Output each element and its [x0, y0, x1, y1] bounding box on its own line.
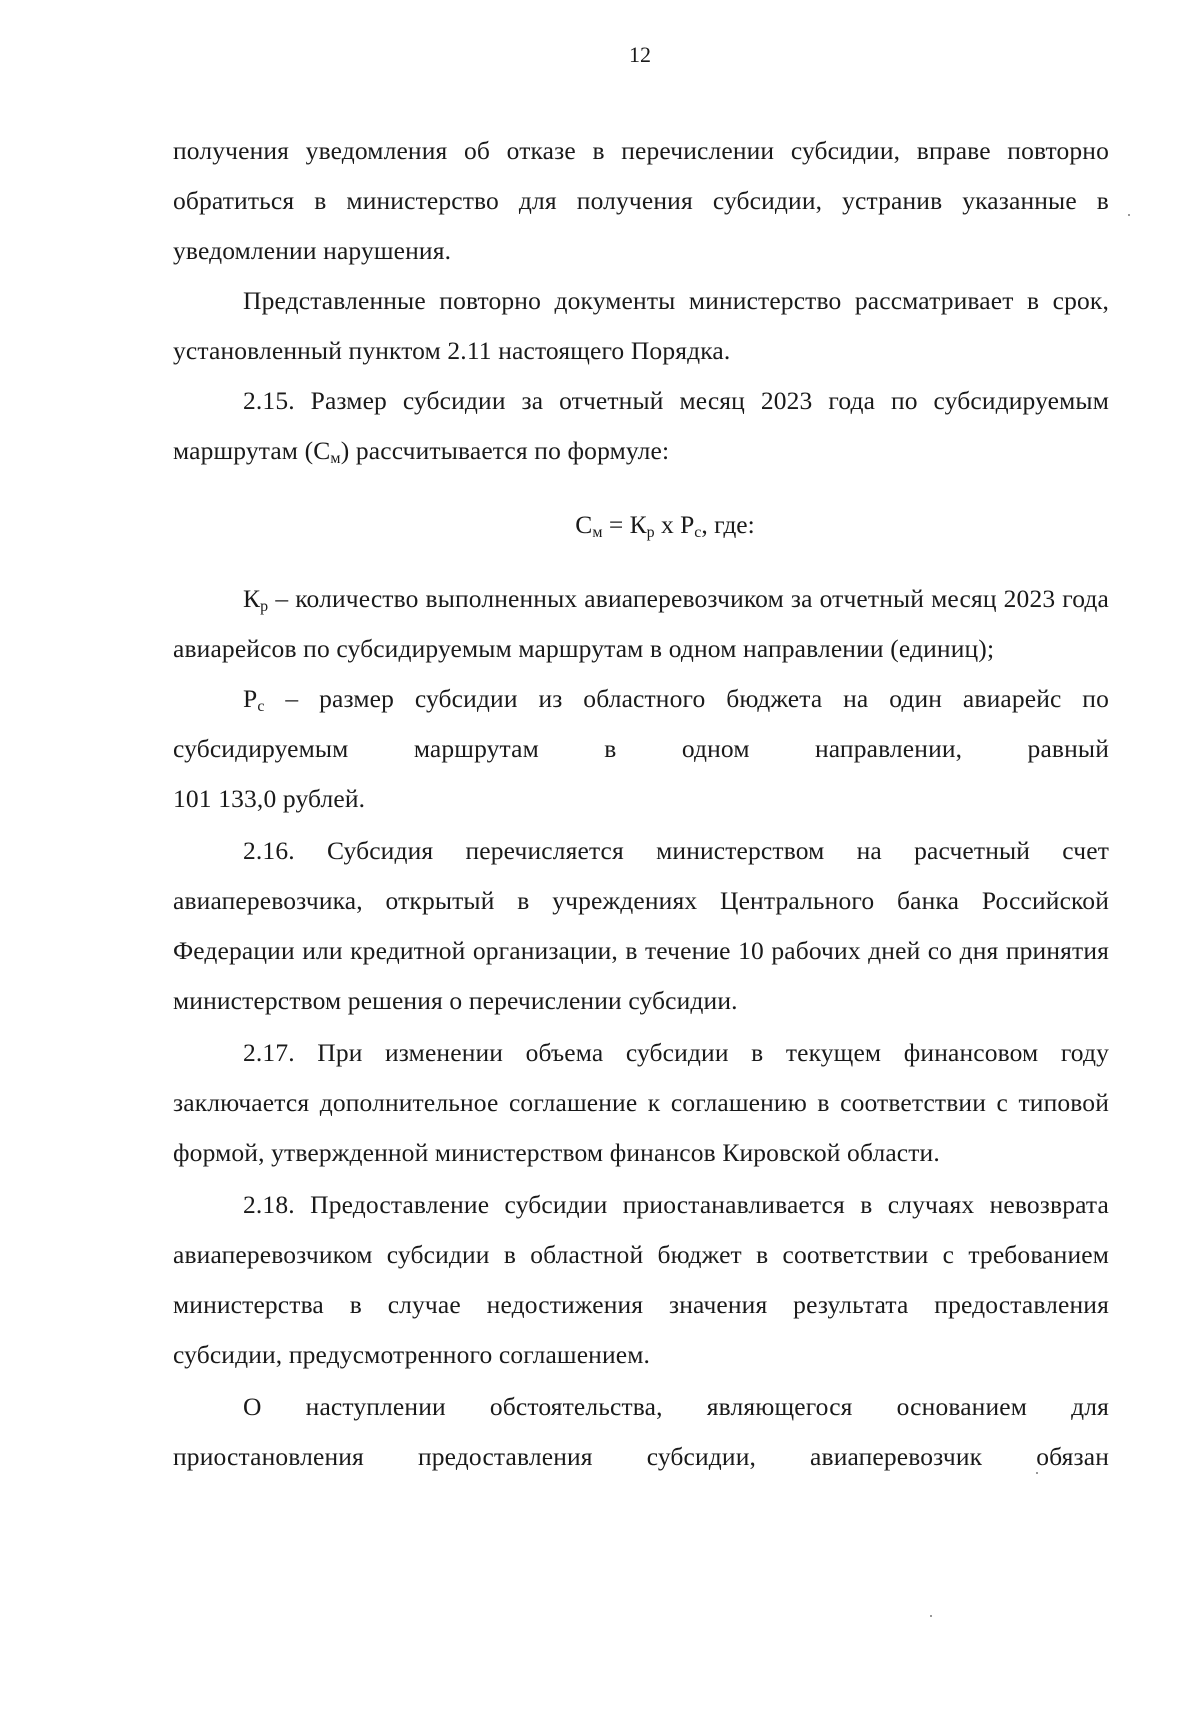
page-number: 12 — [629, 42, 651, 67]
formula-k-sub: р — [646, 524, 655, 541]
kr-definition-text: – количество выполненных авиаперевозчиком за отчетный месяц 2023 года авиарейсов по субсидируемым маршрутам в одном направлении (единиц); — [173, 584, 1109, 663]
kr-subscript: р — [260, 598, 269, 615]
paragraph-continuation: получения уведомления об отказе в перечислении субсидии, вправе повторно обратиться в министерство для получения субсидии, устранив указанные в уведомлении нарушения. — [173, 136, 1109, 265]
scan-speck — [1036, 1472, 1038, 1474]
pc-symbol: Р — [243, 684, 258, 713]
formula-p-sub: с — [694, 524, 702, 541]
paragraph-2-15-end: ) рассчитывается по формуле: — [340, 436, 670, 465]
pc-line-1-text: – размер субсидии из областного бюджета на один авиарейс по — [264, 684, 1109, 713]
subsidy-formula — [173, 500, 1109, 550]
formula-x: х Р — [654, 510, 695, 539]
pc-subscript: с — [257, 698, 265, 715]
kr-symbol: К — [243, 584, 261, 613]
formula-c: С — [575, 510, 593, 539]
paragraph-2-17: 2.17. При изменении объема субсидии в текущем финансовом году заключается дополнительное соглашение к соглашению в соответствии с типовой формой, утвержденной министерством финансов Кировской области. — [173, 1038, 1109, 1167]
scan-speck — [930, 1615, 932, 1617]
formula-eq: = К — [602, 510, 647, 539]
document-body — [173, 126, 1109, 1482]
pc-line-2: субсидируемым маршрутам в одном направлении, равный — [173, 734, 1109, 763]
suspension-line-2: приостановления предоставления субсидии, авиаперевозчик обязан — [173, 1442, 1109, 1471]
suspension-line-1: О наступлении обстоятельства, являющегося основанием для — [243, 1392, 1109, 1421]
scan-speck — [1128, 214, 1130, 216]
pc-line-3: 101 133,0 рублей. — [173, 784, 366, 813]
paragraph-pc-definition — [173, 674, 1109, 824]
paragraph-kr-definition — [173, 574, 1109, 674]
formula-c-sub: м — [592, 524, 603, 541]
paragraph-suspension-notice — [173, 1382, 1109, 1482]
paragraph-2-15-text: 2.15. Размер субсидии за отчетный месяц 2023 года по субсидируемым маршрутам (С — [173, 386, 1109, 465]
formula-end: , где: — [701, 510, 755, 539]
paragraph-2-16: 2.16. Субсидия перечисляется министерством на расчетный счет авиаперевозчика, открытый в учреждениях Центрального банка Российской Федерации или кредитной организации, в течение 10 рабочих дней со дня принятия министерством решения о перечислении субсидии. — [173, 836, 1109, 1015]
subscript-m: м — [330, 450, 341, 467]
paragraph-2-15 — [173, 376, 1109, 476]
paragraph-resubmission: Представленные повторно документы министерство рассматривает в срок, установленный пунктом 2.11 настоящего Порядка. — [173, 286, 1109, 365]
paragraph-2-18: 2.18. Предоставление субсидии приостанавливается в случаях невозврата авиаперевозчиком субсидии в областной бюджет в соответствии с требованием министерства в случае недостижения значения результата предоставления субсидии, предусмотренного соглашением. — [173, 1190, 1109, 1369]
pc-line-1 — [173, 674, 1109, 724]
